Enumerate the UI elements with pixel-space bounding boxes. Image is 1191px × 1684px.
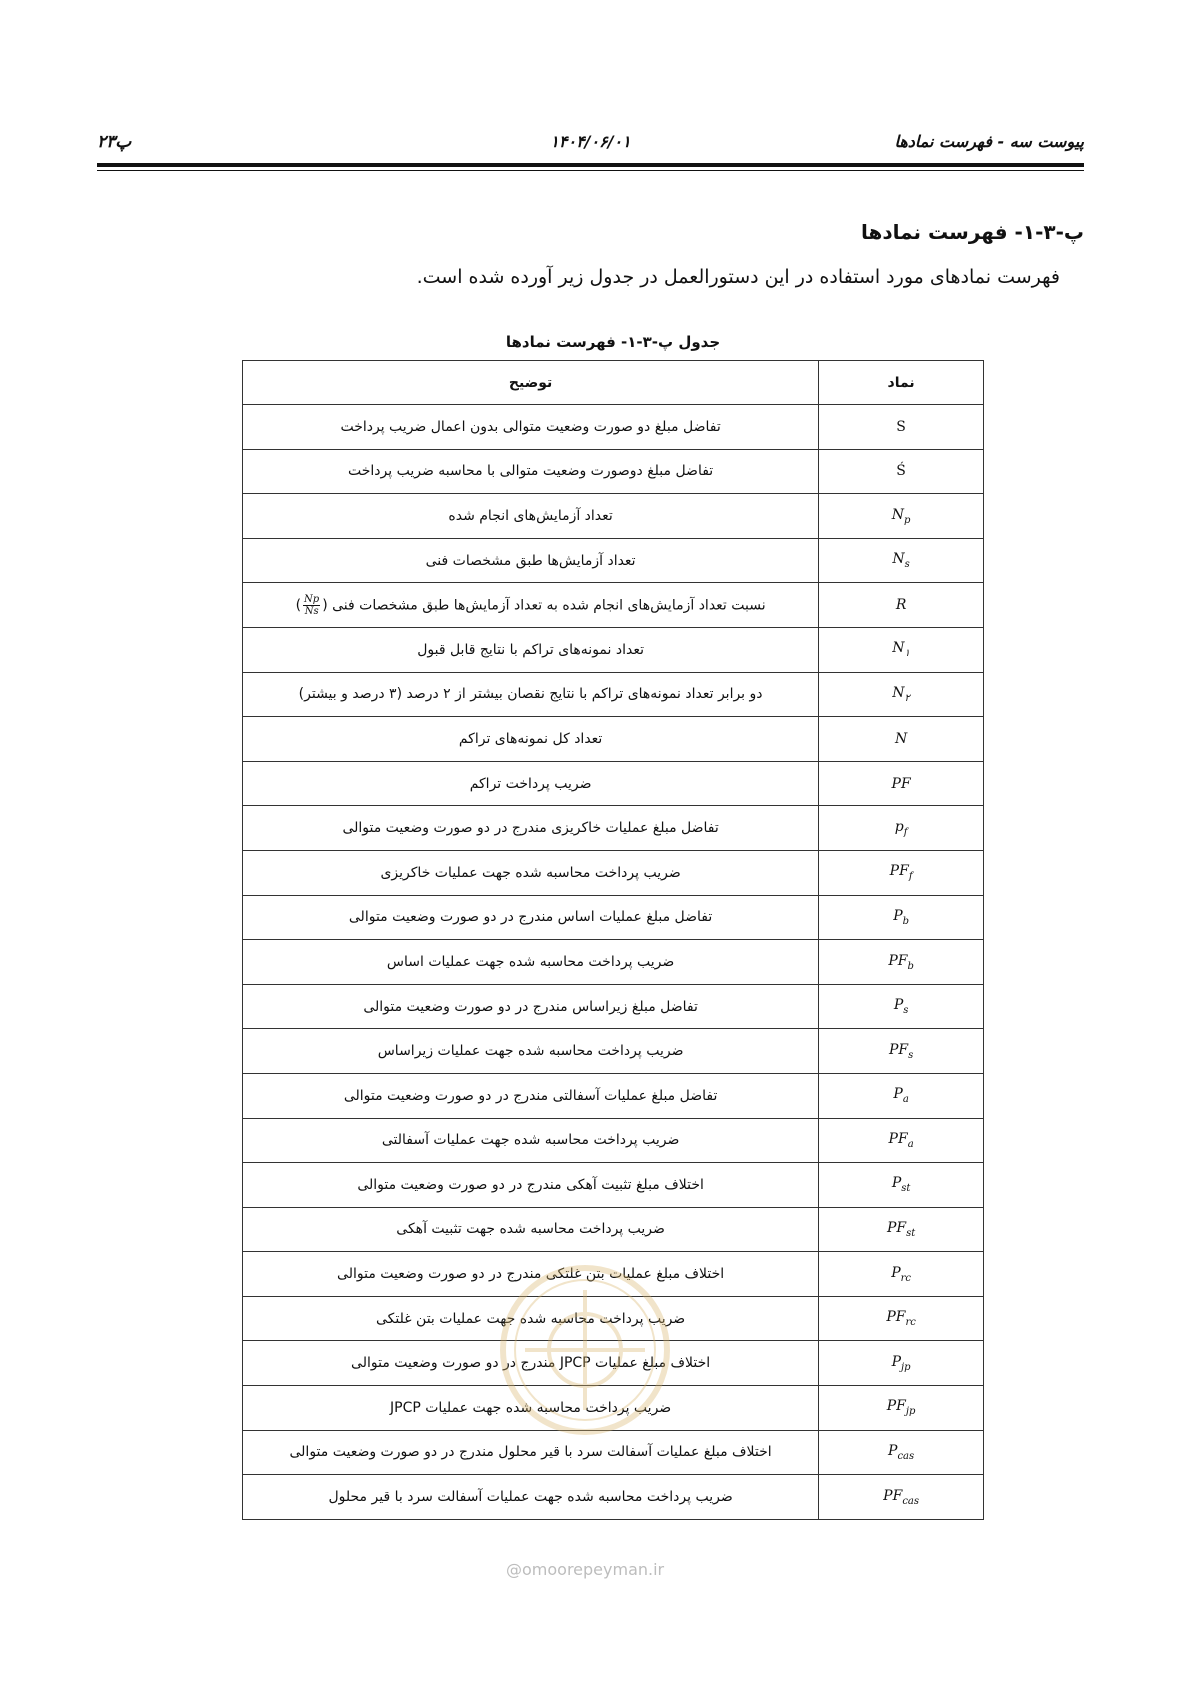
watermark-url: @omoorepeyman.ir xyxy=(506,1560,665,1579)
symbol-subscript: rc xyxy=(905,1317,916,1329)
description-text: ضریب پرداخت محاسبه شده جهت عملیات زیراساس xyxy=(377,1043,684,1060)
description-text: تعداد کل نمونه‌های تراکم xyxy=(458,730,603,747)
symbol-cell xyxy=(819,1207,984,1252)
header-date: ۱۴۰۴/۰۶/۰۱ xyxy=(550,132,631,151)
watermark-logo-seal xyxy=(495,1260,675,1440)
symbol-cell xyxy=(819,806,984,851)
symbol-subscript: b xyxy=(902,915,910,927)
symbol-cell xyxy=(819,672,984,717)
symbol-base: P xyxy=(891,1353,902,1370)
symbol-base: p xyxy=(894,818,904,835)
symbol-subscript: a xyxy=(907,1138,914,1150)
symbol-base: R xyxy=(895,597,907,614)
description-text: اختلاف مبلغ عملیات آسفالت سرد با قیر محلول مندرج در دو صورت وضعیت متوالی xyxy=(289,1444,772,1461)
section-title: پ-۳-۱- فهرست نمادها xyxy=(860,220,1084,244)
description-cell xyxy=(243,984,819,1029)
header-rule-thick xyxy=(97,163,1084,167)
description-cell xyxy=(243,1118,819,1163)
fraction-numerator: Np xyxy=(304,593,320,605)
symbol-subscript: jp xyxy=(905,1406,916,1418)
symbol-base: P xyxy=(891,1264,901,1281)
symbol-cell xyxy=(819,1118,984,1163)
description-text: تفاضل مبلغ عملیات آسفالتی مندرج در دو صورت وضعیت متوالی xyxy=(343,1087,718,1104)
description-cell xyxy=(243,538,819,583)
table-row xyxy=(243,405,984,450)
fraction-denominator: Ns xyxy=(304,605,319,617)
symbol-base: Ś xyxy=(896,463,906,480)
description-text: تفاضل مبلغ دوصورت وضعیت متوالی با محاسبه ضریب پرداخت xyxy=(348,463,714,480)
symbol-cell xyxy=(819,583,984,628)
symbol-subscript: cas xyxy=(902,1495,920,1507)
description-cell xyxy=(243,717,819,762)
intro-paragraph: فهرست نمادهای مورد استفاده در این دستورالعمل در جدول زیر آورده شده است. xyxy=(416,266,1060,288)
description-cell xyxy=(243,449,819,494)
description-text: تفاضل مبلغ زیراساس مندرج در دو صورت وضعیت متوالی xyxy=(363,998,698,1015)
table-row xyxy=(243,895,984,940)
symbol-cell xyxy=(819,1430,984,1475)
table-row xyxy=(243,627,984,672)
symbol-cell xyxy=(819,1073,984,1118)
description-text: نسبت تعداد آزمایش‌های انجام شده به تعداد آزمایش‌ها طبق مشخصات فنی xyxy=(332,597,766,614)
symbol-base: N xyxy=(891,506,905,523)
description-cell xyxy=(243,1029,819,1074)
symbol-subscript: a xyxy=(902,1094,909,1106)
symbol-cell xyxy=(819,850,984,895)
symbol-cell xyxy=(819,494,984,539)
page-header xyxy=(97,132,1084,158)
symbol-cell xyxy=(819,1296,984,1341)
symbol-cell xyxy=(819,984,984,1029)
description-text: تعداد نمونه‌های تراکم با نتایج قابل قبول xyxy=(417,641,644,658)
symbol-cell xyxy=(819,627,984,672)
symbol-cell xyxy=(819,1163,984,1208)
symbol-base: PF xyxy=(883,1487,903,1504)
symbol-cell xyxy=(819,1029,984,1074)
description-cell xyxy=(243,494,819,539)
table-row xyxy=(243,538,984,583)
table-row xyxy=(243,1475,984,1520)
symbol-base: PF xyxy=(886,1398,906,1415)
table-row xyxy=(243,1163,984,1208)
description-cell xyxy=(243,1163,819,1208)
symbol-base: N xyxy=(894,730,908,747)
table-row xyxy=(243,1073,984,1118)
description-text: ضریب پرداخت محاسبه شده جهت عملیات آسفالتی xyxy=(381,1132,680,1149)
description-text: ضریب پرداخت محاسبه شده جهت عملیات بتن غلتکی xyxy=(376,1310,686,1327)
symbol-subscript: s xyxy=(908,1049,914,1061)
symbol-subscript: st xyxy=(906,1227,916,1239)
symbol-subscript: p xyxy=(904,514,911,526)
symbol-base: S xyxy=(896,418,906,435)
table-row xyxy=(243,672,984,717)
description-cell xyxy=(243,672,819,717)
table-row xyxy=(243,1118,984,1163)
table-header-row xyxy=(243,361,984,405)
table-row xyxy=(243,806,984,851)
header-page-number: پ۲۳ xyxy=(97,132,132,152)
table-row xyxy=(243,1029,984,1074)
table-row xyxy=(243,1207,984,1252)
description-text: دو برابر تعداد نمونه‌های تراکم با نتایج نقصان بیشتر از ۲ درصد (۳ درصد و بیشتر) xyxy=(298,686,763,703)
description-cell xyxy=(243,895,819,940)
symbol-base: PF xyxy=(888,1130,908,1147)
symbol-base: N xyxy=(892,640,905,657)
ratio-fraction xyxy=(303,594,320,617)
table-caption: جدول پ-۳-۱- فهرست نمادها xyxy=(505,333,721,351)
symbol-subscript: f xyxy=(903,826,908,838)
symbol-base: P xyxy=(893,907,903,924)
description-text: تفاضل مبلغ عملیات اساس مندرج در دو صورت وضعیت متوالی xyxy=(348,909,713,926)
description-cell xyxy=(243,1073,819,1118)
symbol-subscript: b xyxy=(907,960,914,972)
description-cell xyxy=(243,1207,819,1252)
symbol-base: PF xyxy=(888,1041,909,1058)
symbol-base: PF xyxy=(891,775,911,792)
symbol-cell xyxy=(819,761,984,806)
symbol-cell xyxy=(819,940,984,985)
symbol-cell xyxy=(819,1475,984,1520)
description-text: اختلاف مبلغ عملیات بتن غلتکی مندرج در دو صورت وضعیت متوالی xyxy=(337,1266,725,1283)
symbol-subscript: f xyxy=(908,871,913,883)
description-text: ضریب پرداخت محاسبه شده جهت عملیات خاکریزی xyxy=(380,864,681,881)
table-row xyxy=(243,984,984,1029)
symbol-base: PF xyxy=(888,952,908,969)
table-row xyxy=(243,449,984,494)
symbol-subscript: ۱ xyxy=(904,648,910,660)
description-text: ضریب پرداخت محاسبه شده جهت عملیات JPCP xyxy=(390,1399,672,1416)
description-cell xyxy=(243,1475,819,1520)
symbol-base: PF xyxy=(886,1220,907,1237)
table-row xyxy=(243,850,984,895)
symbol-cell xyxy=(819,1252,984,1297)
symbol-base: PF xyxy=(886,1309,906,1326)
column-header-symbol: نماد xyxy=(819,361,984,405)
symbol-subscript: cas xyxy=(897,1450,915,1462)
description-text: اختلاف مبلغ عملیات JPCP مندرج در دو صورت وضعیت متوالی xyxy=(351,1355,711,1372)
symbol-cell xyxy=(819,895,984,940)
description-text: تفاضل مبلغ دو صورت وضعیت متوالی بدون اعمال ضریب پرداخت xyxy=(340,418,721,435)
symbol-base: N xyxy=(892,551,905,568)
description-text: ضریب پرداخت محاسبه شده جهت تثبیت آهکی xyxy=(396,1221,665,1238)
symbol-cell xyxy=(819,405,984,450)
table-row xyxy=(243,717,984,762)
symbol-base: P xyxy=(893,997,904,1014)
symbol-subscript: ۲ xyxy=(904,692,910,704)
symbol-cell xyxy=(819,717,984,762)
description-text: ضریب پرداخت محاسبه شده جهت عملیات آسفالت سرد با قیر محلول xyxy=(328,1489,733,1506)
symbol-base: P xyxy=(891,1175,902,1192)
table-row xyxy=(243,494,984,539)
description-text: تعداد آزمایش‌های انجام شده xyxy=(448,507,613,524)
description-text: ضریب پرداخت محاسبه شده جهت عملیات اساس xyxy=(386,953,675,970)
symbol-cell xyxy=(819,449,984,494)
header-section-title: پیوست سه - فهرست نمادها xyxy=(894,132,1084,151)
symbol-cell xyxy=(819,1386,984,1431)
table-row xyxy=(243,761,984,806)
description-cell xyxy=(243,850,819,895)
symbol-base: P xyxy=(888,1443,898,1460)
description-text: تعداد آزمایش‌ها طبق مشخصات فنی xyxy=(425,552,636,569)
symbol-subscript: s xyxy=(903,1004,909,1016)
column-header-description: توضیح xyxy=(243,361,819,405)
header-rule-thin xyxy=(97,170,1084,171)
symbol-subscript: st xyxy=(901,1183,911,1195)
description-text: اختلاف مبلغ تثبیت آهکی مندرج در دو صورت وضعیت متوالی xyxy=(357,1176,704,1193)
table-row xyxy=(243,940,984,985)
symbol-base: P xyxy=(893,1086,903,1103)
symbol-subscript: s xyxy=(904,558,910,570)
symbol-subscript: rc xyxy=(900,1272,911,1284)
symbol-cell xyxy=(819,1341,984,1386)
symbol-cell xyxy=(819,538,984,583)
symbol-base: N xyxy=(892,684,905,701)
symbol-subscript: jp xyxy=(901,1361,911,1373)
description-text: ضریب پرداخت تراکم xyxy=(469,775,592,792)
description-cell xyxy=(243,405,819,450)
table-row xyxy=(243,583,984,628)
description-cell xyxy=(243,806,819,851)
description-cell xyxy=(243,761,819,806)
description-cell xyxy=(243,627,819,672)
description-text: تفاضل مبلغ عملیات خاکریزی مندرج در دو صورت وضعیت متوالی xyxy=(342,820,719,837)
description-cell: نسبت تعداد آزمایش‌های انجام شده به تعداد آزمایش‌ها طبق مشخصات فنی ( $\frac{Np}{Ns}$ ) xyxy=(243,583,819,628)
description-cell xyxy=(243,940,819,985)
symbol-base: PF xyxy=(889,863,909,880)
